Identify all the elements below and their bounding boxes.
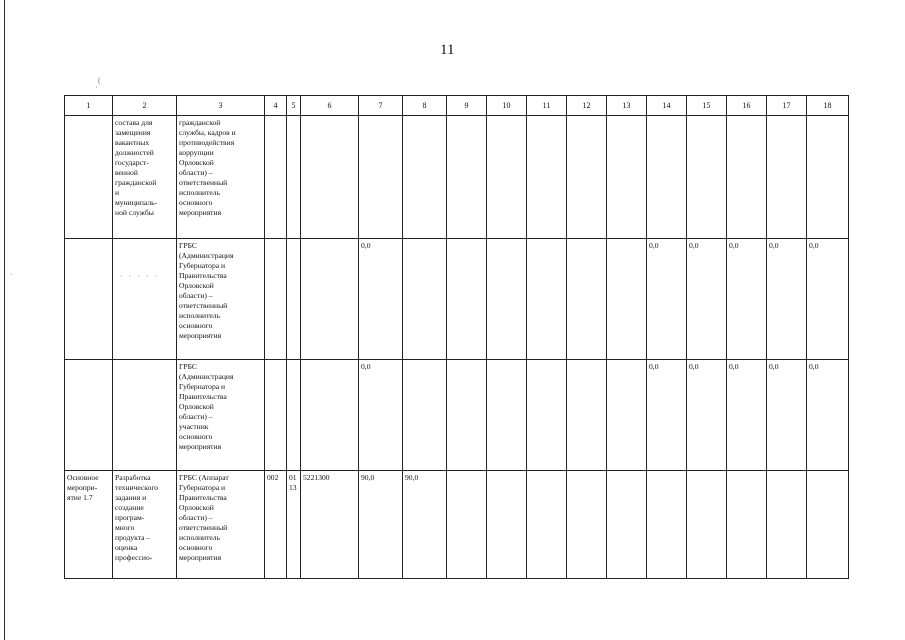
table-cell: 0,0: [807, 239, 849, 360]
table-cell: [65, 116, 113, 239]
table-cell: ГРБС (Администрация Губернатора и Правительства Орловской области) – ответственный исполнитель основного мероприятия: [177, 239, 265, 360]
table-cell: [567, 471, 607, 579]
table-cell: [403, 239, 447, 360]
table-cell: [567, 116, 607, 239]
table-cell: [767, 471, 807, 579]
table-cell: [65, 239, 113, 360]
table-cell: [287, 239, 301, 360]
table-cell: [65, 360, 113, 471]
header-row: [65, 96, 849, 116]
scan-artifact: (: [98, 76, 101, 85]
table-row: [65, 116, 849, 239]
table-cell: [487, 471, 527, 579]
table-cell: [487, 239, 527, 360]
table-cell: [403, 116, 447, 239]
scan-artifact: ·: [10, 270, 13, 279]
table-cell: [487, 116, 527, 239]
column-header: 1: [65, 96, 113, 116]
table-cell: гражданской службы, кадров и противодействия коррупции Орловской области) – ответственный исполнитель основного мероприятия: [177, 116, 265, 239]
table-cell: 0,0: [727, 360, 767, 471]
table-cell: 0,0: [647, 239, 687, 360]
table-cell: [287, 360, 301, 471]
table-cell: [567, 239, 607, 360]
column-header: 9: [447, 96, 487, 116]
table-cell: 0,0: [727, 239, 767, 360]
table-cell: [567, 360, 607, 471]
column-header: 2: [113, 96, 177, 116]
column-header: 15: [687, 96, 727, 116]
table-cell: [727, 116, 767, 239]
column-header: 12: [567, 96, 607, 116]
table-row: [65, 360, 849, 471]
column-header: 7: [359, 96, 403, 116]
table-cell: [447, 360, 487, 471]
table-cell: [265, 239, 287, 360]
column-header: 3: [177, 96, 265, 116]
column-header: 11: [527, 96, 567, 116]
table-cell: [301, 239, 359, 360]
table-cell: Основное меропри- ятие 1.7: [65, 471, 113, 579]
table-cell: 0,0: [647, 360, 687, 471]
column-header: 5: [287, 96, 301, 116]
table-row: [65, 239, 849, 360]
table-cell: [113, 360, 177, 471]
table-cell: [687, 116, 727, 239]
table-cell: [647, 116, 687, 239]
table-cell: [447, 471, 487, 579]
column-header: 16: [727, 96, 767, 116]
table-cell: [301, 360, 359, 471]
table-cell: [113, 239, 177, 360]
column-header: 14: [647, 96, 687, 116]
binding-line: [4, 0, 5, 640]
column-header: 10: [487, 96, 527, 116]
page-number: 11: [440, 42, 455, 58]
table-cell: [301, 116, 359, 239]
table-cell: ГРБС (Аппарат Губернатора и Правительства Орловской области) – ответственный исполнитель основного мероприятия: [177, 471, 265, 579]
table-cell: [527, 360, 567, 471]
table-cell: 90,0: [403, 471, 447, 579]
table-cell: [807, 116, 849, 239]
table-cell: [647, 471, 687, 579]
table-cell: [359, 116, 403, 239]
table-cell: [607, 360, 647, 471]
column-header: 6: [301, 96, 359, 116]
table-cell: состава для замещения вакантных должностей государст- венной гражданской и муниципаль- ной службы: [113, 116, 177, 239]
budget-table: [64, 95, 849, 579]
table-cell: 90,0: [359, 471, 403, 579]
table-cell: 01 13: [287, 471, 301, 579]
table-cell: [527, 116, 567, 239]
table-cell: Разработка технического задания и создание програм- много продукта – оценка профессио-: [113, 471, 177, 579]
table-cell: [687, 471, 727, 579]
table-cell: [727, 471, 767, 579]
table-cell: 002: [265, 471, 287, 579]
table-cell: [527, 471, 567, 579]
table-cell: 0,0: [687, 239, 727, 360]
table-cell: [265, 360, 287, 471]
table-cell: 0,0: [807, 360, 849, 471]
table-cell: 5221300: [301, 471, 359, 579]
column-header: 17: [767, 96, 807, 116]
table-cell: [447, 239, 487, 360]
table-cell: 0,0: [359, 239, 403, 360]
table-cell: [403, 360, 447, 471]
scan-artifact: · · · · ·: [120, 272, 160, 281]
column-header: 18: [807, 96, 849, 116]
scan-artifact: ·: [95, 83, 98, 92]
table-cell: [447, 116, 487, 239]
table-cell: [287, 116, 301, 239]
column-header: 8: [403, 96, 447, 116]
column-header: 4: [265, 96, 287, 116]
table-cell: [527, 239, 567, 360]
table-cell: 0,0: [359, 360, 403, 471]
table-cell: ГРБС (Администрация Губернатора и Правительства Орловской области) – участник основного мероприятия: [177, 360, 265, 471]
table-cell: 0,0: [687, 360, 727, 471]
table-cell: [607, 471, 647, 579]
table-cell: [487, 360, 527, 471]
table-cell: [807, 471, 849, 579]
table-cell: [767, 116, 807, 239]
table-row: [65, 471, 849, 579]
table-cell: [607, 239, 647, 360]
table-cell: [607, 116, 647, 239]
table-cell: 0,0: [767, 360, 807, 471]
column-header: 13: [607, 96, 647, 116]
table-cell: 0,0: [767, 239, 807, 360]
table-cell: [265, 116, 287, 239]
